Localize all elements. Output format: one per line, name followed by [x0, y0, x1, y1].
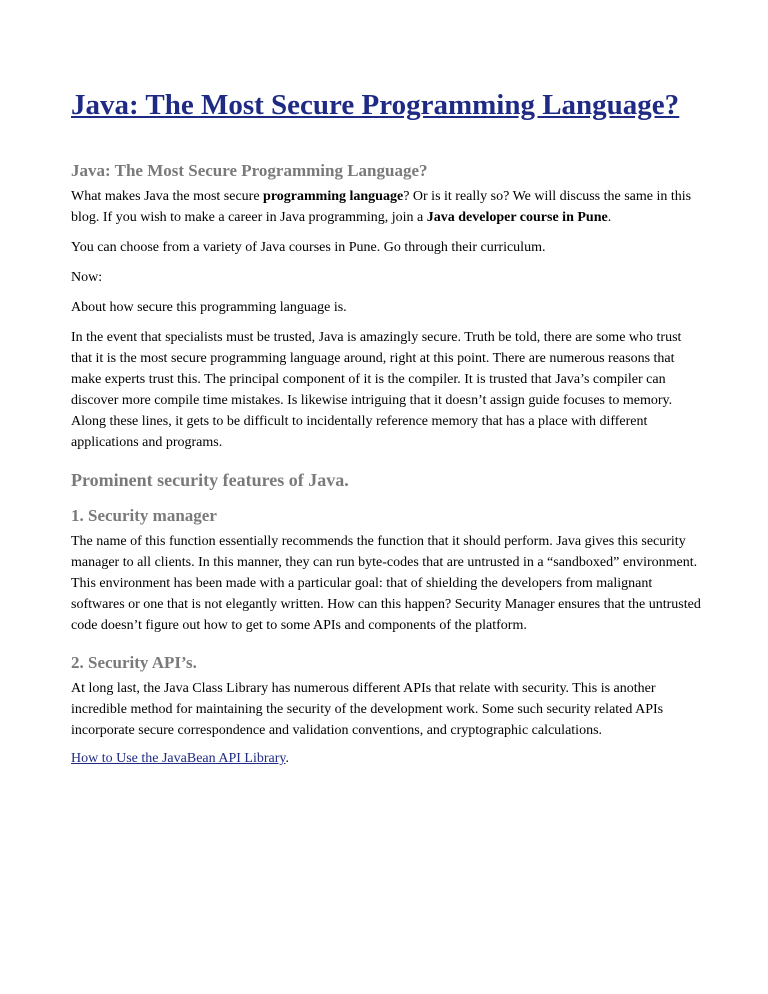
- javabean-api-link[interactable]: How to Use the JavaBean API Library: [71, 751, 286, 766]
- intro-text-2: ? Or is it really so? We will discuss the same in this blog. If you wish to make a career in Java programming, join a: [71, 189, 692, 225]
- security-api-heading: 2. Security API’s.: [71, 653, 197, 672]
- security-api-paragraph: At long last, the Java Class Library has numerous different APIs that relate with security. This is another incredible method for maintaining the security of the development work. Some such security related APIs incorporate secure correspondence and validation conventions, and cryptographic calculations.: [71, 681, 664, 738]
- article-subtitle: Java: The Most Secure Programming Language?: [71, 161, 428, 180]
- intro-bold-1: programming language: [263, 189, 404, 204]
- intro-text-3: .: [607, 210, 612, 225]
- link-suffix: .: [285, 751, 289, 766]
- about-paragraph: About how secure this programming language is.: [71, 300, 347, 315]
- event-paragraph: In the event that specialists must be trusted, Java is amazingly secure. Truth be told, there are some who trust that it is the most secure programming language around, right at this point. There are numerous reasons that make experts trust this. The principal component of it is the compiler. It is trusted that Java’s compiler can discover more compile time mistakes. Is likewise intriguing that it doesn’t assign guide focuses to memory. Along these lines, it gets to be difficult to incidentally reference memory that has a place with different applications and programs.: [71, 330, 682, 450]
- security-manager-paragraph: The name of this function essentially recommends the function that it should perform. Java gives this security manager to all clients. In this manner, they can run byte-codes that are untrusted in a “sandboxed” environment. This environment has been made with a particular goal: that of shielding the developers from malignant softwares or one that is not elegantly written. How can this happen? Security Manager ensures that the untrusted code doesn’t figure out how to get to some APIs and components of the platform.: [71, 534, 701, 633]
- document-page: [71, 86, 701, 769]
- now-paragraph: Now:: [71, 270, 103, 285]
- intro-bold-2: Java developer course in Pune: [426, 210, 608, 225]
- courses-paragraph: You can choose from a variety of Java courses in Pune. Go through their curriculum.: [71, 240, 546, 255]
- security-manager-heading: 1. Security manager: [71, 506, 217, 525]
- document-title[interactable]: [71, 86, 701, 124]
- features-heading: Prominent security features of Java.: [71, 470, 349, 490]
- javabean-link-paragraph: [71, 748, 701, 769]
- intro-text-1: What makes Java the most secure: [71, 189, 264, 204]
- document-title-link[interactable]: Java: The Most Secure Programming Language?: [71, 89, 680, 121]
- intro-paragraph: [71, 186, 701, 228]
